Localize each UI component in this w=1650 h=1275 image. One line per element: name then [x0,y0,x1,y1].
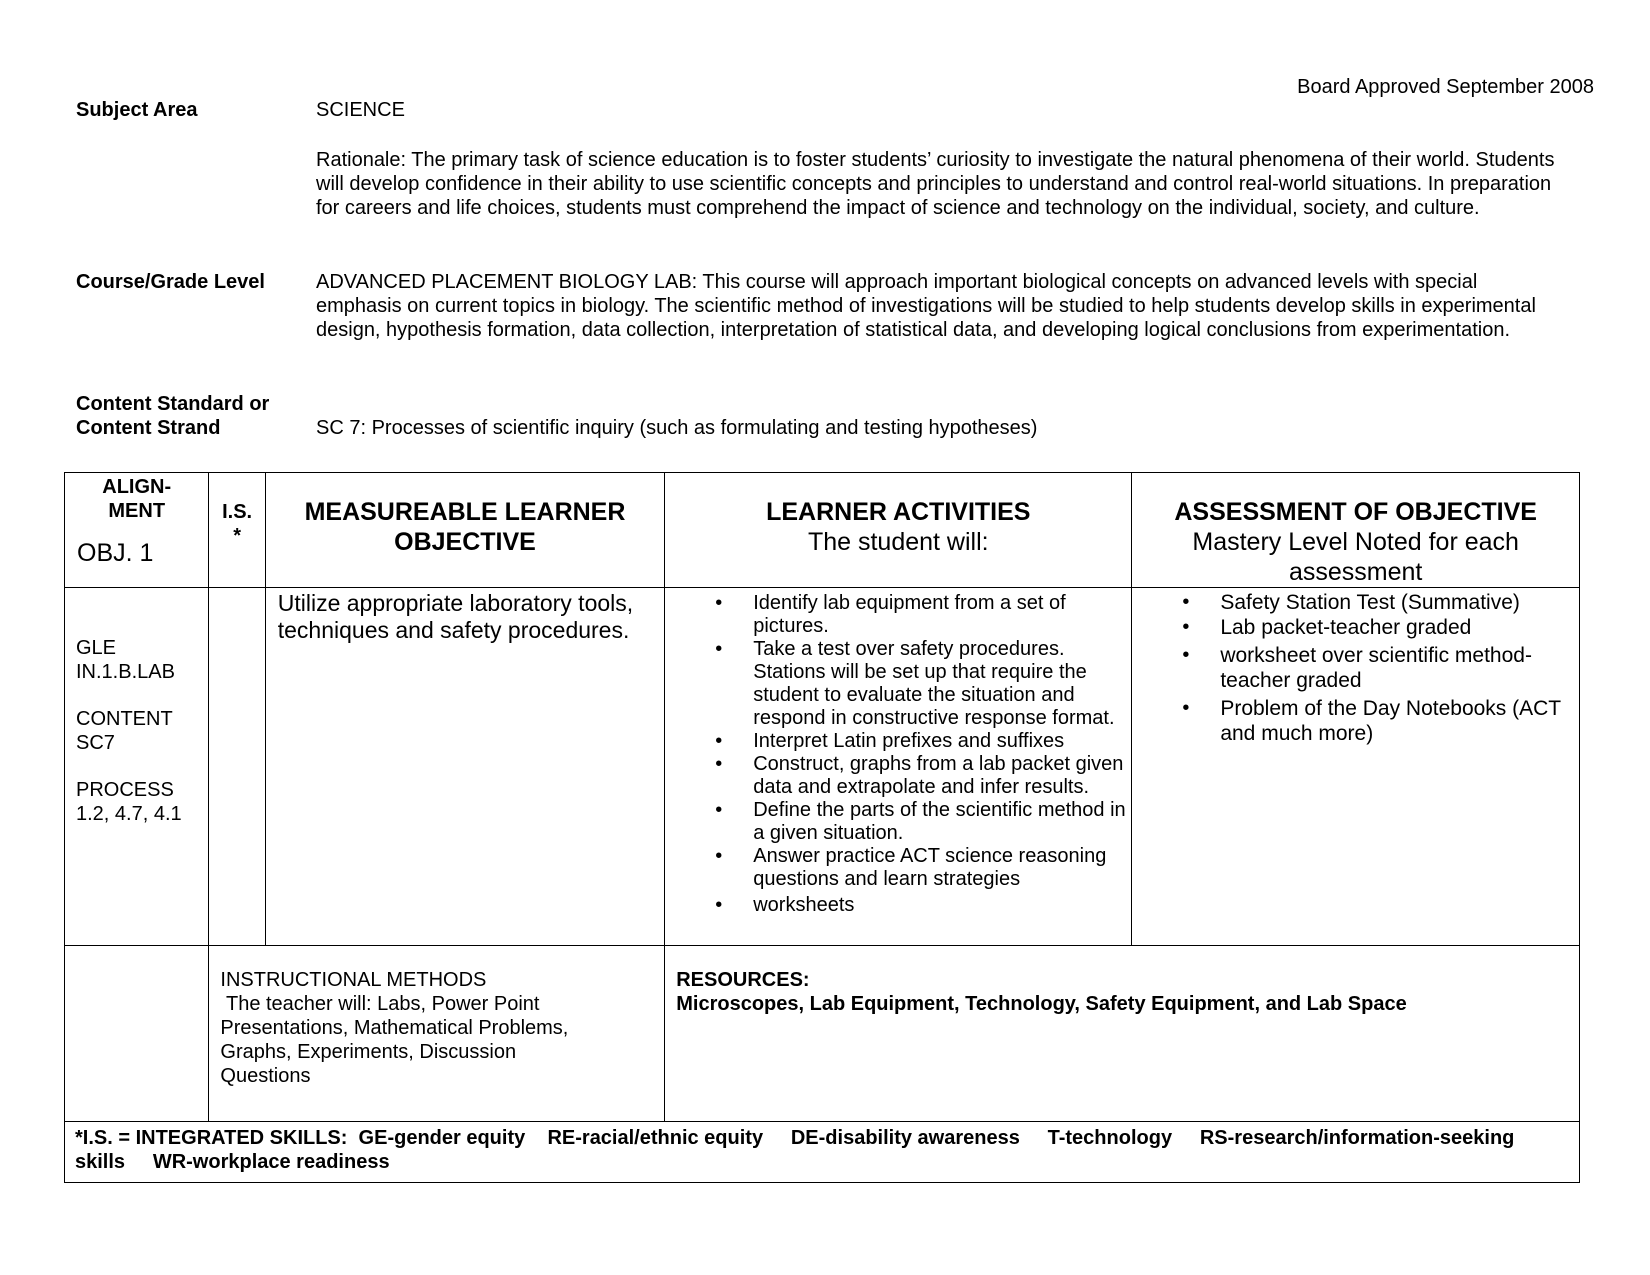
assessment-item: • worksheet over scientific method-teacher graded [1132,643,1579,693]
objective-number: OBJ. 1 [77,539,154,567]
footnote-cell [65,1122,1580,1183]
assessment-header [1132,473,1580,588]
integrated-skills-footnote: *I.S. = INTEGRATED SKILLS: GE-gender equity RE-racial/ethnic equity DE-disability awareness T-technology RS-research/information-seeking skills WR-workplace readiness [75,1127,1520,1173]
process-label: PROCESS [76,779,174,801]
content-standard-label-line1: Content Standard or [76,393,270,415]
activities-header-subtitle: The student will: [807,528,989,556]
resources-title: RESOURCES: [676,969,810,991]
gle-label: GLE [76,637,117,659]
content-value: SC7 [76,732,115,754]
is-header-line2: * [233,525,241,547]
activity-item: • Define the parts of the scientific method in a given situation. [665,799,1131,845]
alignment-header-line2: MENT [108,500,166,522]
gle-value: IN.1.B.LAB [76,661,175,683]
objective-header-line1: MEASUREABLE LEARNER [304,498,626,526]
methods-row [65,946,1580,1122]
alignment-cell [65,588,209,946]
footnote-row [65,1122,1580,1183]
table-header-row [65,473,1580,588]
instructional-methods-cell [209,946,665,1122]
activities-header-title: LEARNER ACTIVITIES [766,498,1031,526]
is-header-line1: I.S. [222,501,253,523]
content-label: CONTENT [76,708,173,730]
is-cell [209,588,265,946]
content-standard-value: SC 7: Processes of scientific inquiry (such as formulating and testing hypotheses) [316,417,1038,439]
alignment-header [65,473,209,588]
subject-area-label: Subject Area [76,99,198,121]
process-value: 1.2, 4.7, 4.1 [76,803,182,825]
objective-header [265,473,664,588]
alignment-header-line1: ALIGN- [102,476,172,498]
content-standard-label-line2: Content Strand [76,417,221,439]
assessment-item: • Lab packet-teacher graded [1132,615,1579,640]
activities-cell [665,588,1132,946]
objective-row [65,588,1580,946]
assessment-item: • Problem of the Day Notebooks (ACT and much more) [1132,696,1579,746]
resources-cell [665,946,1580,1122]
objective-table [64,472,1580,1183]
board-approved-note: Board Approved September 2008 [1297,76,1594,98]
assessment-list [1132,590,1579,746]
assessment-cell [1132,588,1580,946]
activity-item: • Interpret Latin prefixes and suffixes [665,730,1131,753]
activity-item: • worksheets [665,894,1131,917]
activities-header [665,473,1132,588]
objective-cell [265,588,664,946]
instructional-methods-title: INSTRUCTIONAL METHODS [220,969,487,991]
subject-area-value: SCIENCE [316,99,405,121]
rationale-text: Rationale: The primary task of science education is to foster students’ curiosity to investigate the natural phenomena of their world. Students will develop confidence in their ability to use scientific concepts and principles to understand and control real-world situations. In preparation for careers and life choices, students must comprehend the impact of science and technology on the individual, society, and culture. [316,149,1555,219]
is-header [209,473,265,588]
instructional-methods-text: The teacher will: Labs, Power Point Presentations, Mathematical Problems, Graphs, Experiments, Discussion Questions [220,993,574,1087]
course-grade-value: ADVANCED PLACEMENT BIOLOGY LAB: This course will approach important biological concepts on advanced levels with special emphasis on current topics in biology. The scientific method of investigations will be studied to help students develop skills in experimental design, hypothesis formation, data collection, interpretation of statistical data, and developing logical conclusions from experimentation. [316,271,1536,341]
activity-item: • Take a test over safety procedures. Stations will be set up that require the student to evaluate the situation and respond in constructive response format. [665,638,1131,730]
objective-text: Utilize appropriate laboratory tools, techniques and safety procedures. [277,590,634,643]
assessment-header-subtitle-line1: Mastery Level Noted for each [1192,528,1519,556]
assessment-header-subtitle-line2: assessment [1288,558,1423,586]
course-grade-label: Course/Grade Level [76,271,265,293]
assessment-header-title: ASSESSMENT OF OBJECTIVE [1174,498,1537,526]
resources-text: Microscopes, Lab Equipment, Technology, Safety Equipment, and Lab Space [676,993,1407,1015]
assessment-item: • Safety Station Test (Summative) [1132,590,1579,615]
objective-header-line2: OBJECTIVE [394,528,536,556]
activities-list [665,592,1131,917]
content-standard-label [76,392,269,440]
activity-item: • Identify lab equipment from a set of pictures. [665,592,1131,638]
activity-item: • Construct, graphs from a lab packet given data and extrapolate and infer results. [665,753,1131,799]
methods-empty-cell [65,946,209,1122]
activity-item: • Answer practice ACT science reasoning questions and learn strategies [665,845,1131,891]
